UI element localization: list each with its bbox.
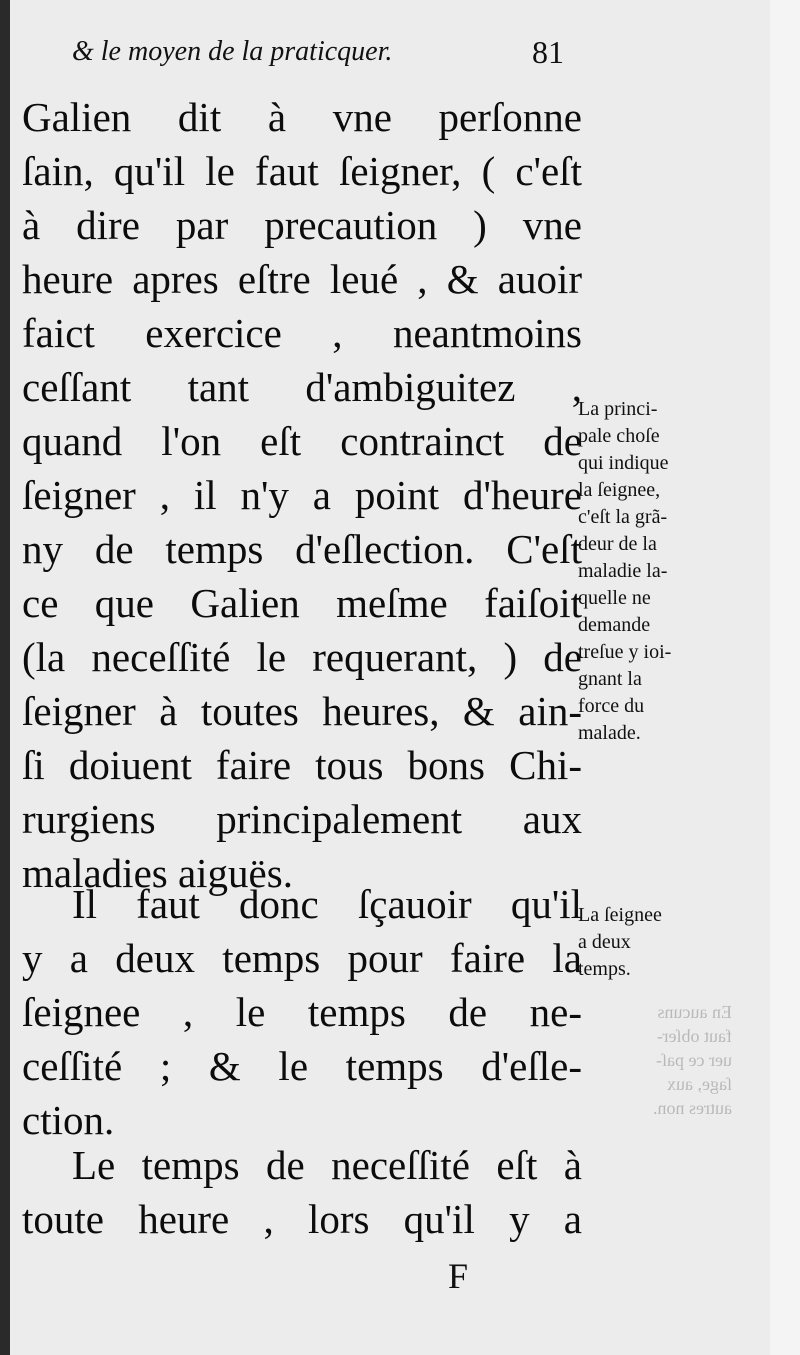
text-line: quand l'on eſt contrainct de	[22, 418, 582, 464]
text-line: à dire par precaution ) vne	[22, 202, 582, 248]
ghost-line: uer ce paſ-	[656, 1050, 732, 1070]
text-line: ceſſité ; & le temps d'eſle-	[22, 1043, 582, 1089]
text-line: Le temps de neceſſité eſt à	[72, 1142, 582, 1188]
text-line: ce que Galien meſme faiſoit	[22, 580, 582, 626]
margin-note-1	[578, 396, 718, 747]
text-line: toute heure , lors qu'il y a	[22, 1196, 582, 1242]
note-line: temps.	[578, 958, 631, 980]
ghost-line: faut obſer-	[656, 1026, 732, 1046]
text-line: maladies aiguës.	[22, 850, 293, 896]
text-line: Galien dit à vne perſonne	[22, 94, 582, 140]
bleed-through-text	[582, 1000, 732, 1120]
text-line: faict exercice , neantmoins	[22, 310, 582, 356]
ghost-line: En aucuns	[657, 1002, 732, 1022]
running-title: & le moyen de la praticquer.	[72, 36, 393, 67]
note-line: demande	[578, 614, 651, 636]
note-line: a deux	[578, 931, 631, 953]
note-line: qui indique	[578, 452, 669, 474]
text-line: (la neceſſité le requerant, ) de	[22, 634, 582, 680]
margin-note-2	[578, 902, 718, 983]
text-line: y a deux temps pour faire la	[22, 935, 582, 981]
text-line: ſeignee , le temps de ne-	[22, 989, 582, 1035]
text-line: ceſſant tant d'ambiguitez ,	[22, 364, 582, 410]
ghost-line: autres non.	[653, 1098, 732, 1118]
note-line: la ſeignee,	[578, 479, 661, 501]
paragraph-1	[22, 90, 582, 900]
note-line: force du	[578, 695, 645, 717]
text-line: heure apres eſtre leué , & auoir	[22, 256, 582, 302]
text-line: ſi doiuent faire tous bons Chi-	[22, 742, 582, 788]
note-line: maladie la-	[578, 560, 668, 582]
text-line: rurgiens principalement aux	[22, 796, 582, 842]
page-number: 81	[532, 34, 564, 70]
text-line: ſain, qu'il le faut ſeigner, ( c'eſt	[22, 148, 582, 194]
note-line: c'eſt la grã-	[578, 506, 668, 528]
signature-mark: F	[448, 1256, 469, 1296]
note-line: gnant la	[578, 668, 642, 690]
note-line: deur de la	[578, 533, 657, 555]
ghost-line: ſage, aux	[667, 1074, 732, 1094]
note-line: malade.	[578, 722, 641, 744]
note-line: La princi-	[578, 398, 658, 420]
note-line: La ſeignee	[578, 904, 662, 926]
note-line: quelle ne	[578, 587, 651, 609]
text-line: ny de temps d'eſlection. C'eſt	[22, 526, 582, 572]
page-edge	[770, 0, 800, 1355]
text-line: ction.	[22, 1097, 115, 1143]
note-line: treſue y ioi-	[578, 641, 672, 663]
paragraph-2	[22, 877, 582, 1147]
paragraph-3	[22, 1138, 582, 1246]
text-line: Il faut donc ſçauoir qu'il	[72, 881, 582, 927]
text-line: ſeigner à toutes heures, & ain-	[22, 688, 582, 734]
note-line: pale choſe	[578, 425, 660, 447]
text-line: ſeigner , il n'y a point d'heure	[22, 472, 582, 518]
